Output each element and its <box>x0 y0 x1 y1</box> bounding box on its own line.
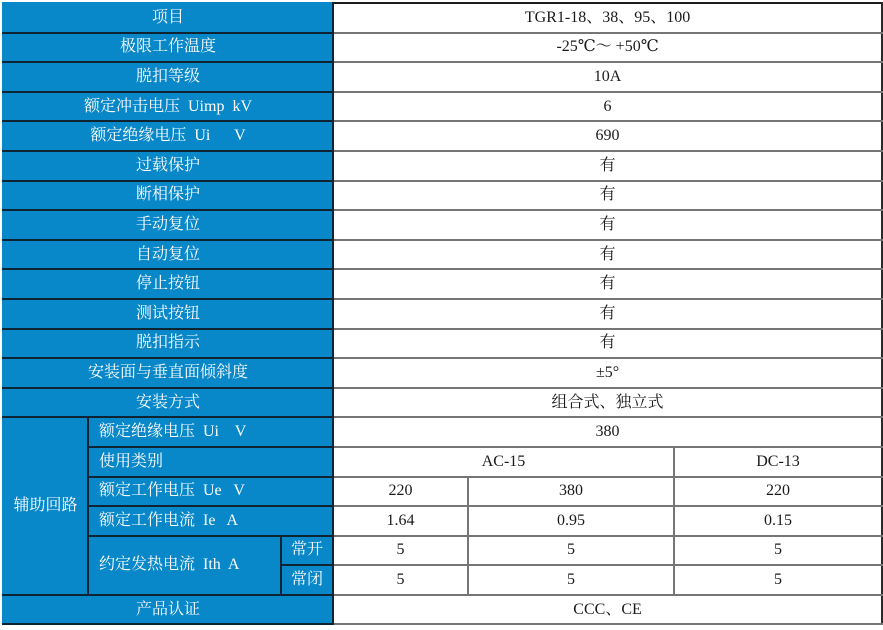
spec-row-item <box>3 3 882 33</box>
certification-label-cell: 产品认证 <box>3 595 333 625</box>
spec-value-cell: 690 <box>333 121 882 151</box>
aux-sub-label-cell: 使用类别 <box>88 447 333 477</box>
aux-sub-label-cell: 额定绝缘电压 Ui V <box>88 417 333 447</box>
spec-label-cell: 安装方式 <box>3 388 333 418</box>
aux-sub-label-cell: 额定工作电流 Ie A <box>88 506 333 536</box>
aux-value-cell: 380 <box>468 477 674 507</box>
aux-row-insulation-voltage <box>3 417 882 447</box>
spec-label-cell: 过载保护 <box>3 151 333 181</box>
spec-row-impulse-voltage <box>3 92 882 122</box>
aux-category-ac-cell: AC-15 <box>333 447 674 477</box>
spec-label-cell: 额定绝缘电压 Ui V <box>3 121 333 151</box>
spec-value-cell: 有 <box>333 210 882 240</box>
spec-value-cell: 有 <box>333 329 882 359</box>
aux-value-cell: 0.95 <box>468 506 674 536</box>
spec-value-cell: 组合式、独立式 <box>333 388 882 418</box>
spec-value-cell: 6 <box>333 92 882 122</box>
aux-value-cell: 380 <box>333 417 882 447</box>
spec-value-cell: TGR1-18、38、95、100 <box>333 3 882 33</box>
spec-value-cell: ±5° <box>333 358 882 388</box>
product-spec-table <box>2 2 883 625</box>
spec-row-manual-reset <box>3 210 882 240</box>
aux-category-dc-cell: DC-13 <box>674 447 882 477</box>
spec-row-insulation-voltage <box>3 121 882 151</box>
spec-label-cell: 项目 <box>3 3 333 33</box>
nc-contact-label-cell: 常闭 <box>281 565 333 595</box>
spec-row-overload-protection <box>3 151 882 181</box>
spec-label-cell: 自动复位 <box>3 240 333 270</box>
aux-value-cell: 220 <box>333 477 468 507</box>
spec-value-cell: 10A <box>333 62 882 92</box>
spec-row-test-button <box>3 299 882 329</box>
aux-value-cell: 5 <box>674 565 882 595</box>
spec-label-cell: 额定冲击电压 Uimp kV <box>3 92 333 122</box>
aux-sub-label-cell: 额定工作电压 Ue V <box>88 477 333 507</box>
spec-row-stop-button <box>3 269 882 299</box>
spec-label-cell: 断相保护 <box>3 181 333 211</box>
spec-value-cell: 有 <box>333 151 882 181</box>
aux-row-rated-voltage <box>3 477 882 507</box>
aux-row-rated-current <box>3 506 882 536</box>
aux-value-cell: 5 <box>333 565 468 595</box>
aux-value-cell: 5 <box>468 565 674 595</box>
spec-value-cell: 有 <box>333 269 882 299</box>
aux-row-utilization-category <box>3 447 882 477</box>
aux-value-cell: 1.64 <box>333 506 468 536</box>
no-contact-label-cell: 常开 <box>281 536 333 566</box>
spec-label-cell: 脱扣指示 <box>3 329 333 359</box>
spec-row-mounting-method <box>3 388 882 418</box>
aux-value-cell: 5 <box>674 536 882 566</box>
spec-label-cell: 极限工作温度 <box>3 33 333 63</box>
aux-value-cell: 0.15 <box>674 506 882 536</box>
spec-value-cell: -25℃～ +50℃ <box>333 33 882 63</box>
aux-value-cell: 220 <box>674 477 882 507</box>
certification-value-cell: CCC、CE <box>333 595 882 625</box>
spec-value-cell: 有 <box>333 299 882 329</box>
spec-row-certification <box>3 595 882 625</box>
spec-value-cell: 有 <box>333 240 882 270</box>
aux-thermal-label-cell: 约定发热电流 Ith A <box>88 536 281 595</box>
spec-label-cell: 测试按钮 <box>3 299 333 329</box>
spec-row-trip-indication <box>3 329 882 359</box>
aux-value-cell: 5 <box>468 536 674 566</box>
aux-row-thermal-current-no <box>3 536 882 566</box>
spec-row-trip-class <box>3 62 882 92</box>
spec-row-auto-reset <box>3 240 882 270</box>
aux-value-cell: 5 <box>333 536 468 566</box>
spec-label-cell: 手动复位 <box>3 210 333 240</box>
spec-label-cell: 安装面与垂直面倾斜度 <box>3 358 333 388</box>
aux-group-label-cell: 辅助回路 <box>3 417 88 595</box>
spec-row-mounting-inclination <box>3 358 882 388</box>
spec-row-temperature <box>3 33 882 63</box>
spec-row-phase-failure-protection <box>3 181 882 211</box>
spec-label-cell: 脱扣等级 <box>3 62 333 92</box>
spec-value-cell: 有 <box>333 181 882 211</box>
spec-label-cell: 停止按钮 <box>3 269 333 299</box>
